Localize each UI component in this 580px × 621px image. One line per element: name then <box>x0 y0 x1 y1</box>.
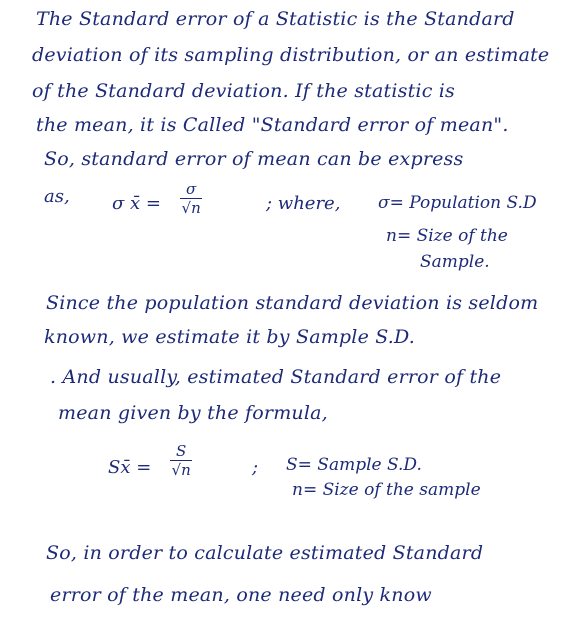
formula-definition: n= Size of the <box>386 226 508 246</box>
text-line: Since the population standard deviation is seldom <box>46 292 539 314</box>
formula-where: ; where, <box>266 193 341 214</box>
formula-as-label: as, <box>44 186 70 207</box>
formula-lhs: Sx̄ = <box>108 457 152 478</box>
formula-fraction <box>170 442 192 479</box>
text-line: So, standard error of mean can be express <box>44 148 464 170</box>
formula-definition: n= Size of the sample <box>292 480 481 500</box>
fraction-numerator: S <box>170 442 192 461</box>
text-line: deviation of its sampling distribution, or an estimate <box>32 44 550 66</box>
formula-definition: Sample. <box>420 252 490 272</box>
text-line: the mean, it is Called "Standard error of mean". <box>36 114 509 136</box>
text-line: So, in order to calculate estimated Standard <box>46 542 484 564</box>
fraction-numerator: σ <box>180 180 202 199</box>
text-line: The Standard error of a Statistic is the Standard <box>36 8 515 30</box>
formula-definition: S= Sample S.D. <box>286 455 422 475</box>
fraction-denominator: √n <box>171 461 191 479</box>
fraction-denominator: √n <box>181 199 201 217</box>
formula-fraction <box>180 180 202 217</box>
text-line: known, we estimate it by Sample S.D. <box>44 326 416 348</box>
text-line: of the Standard deviation. If the statistic is <box>32 80 455 102</box>
text-line: mean given by the formula, <box>58 402 328 424</box>
text-line: . And usually, estimated Standard error of the <box>50 366 502 388</box>
text-line: error of the mean, one need only know <box>50 584 432 606</box>
formula-lhs: σ x̄ = <box>112 193 161 214</box>
formula-semicolon: ; <box>252 457 259 478</box>
formula-definition: σ= Population S.D <box>378 193 537 213</box>
